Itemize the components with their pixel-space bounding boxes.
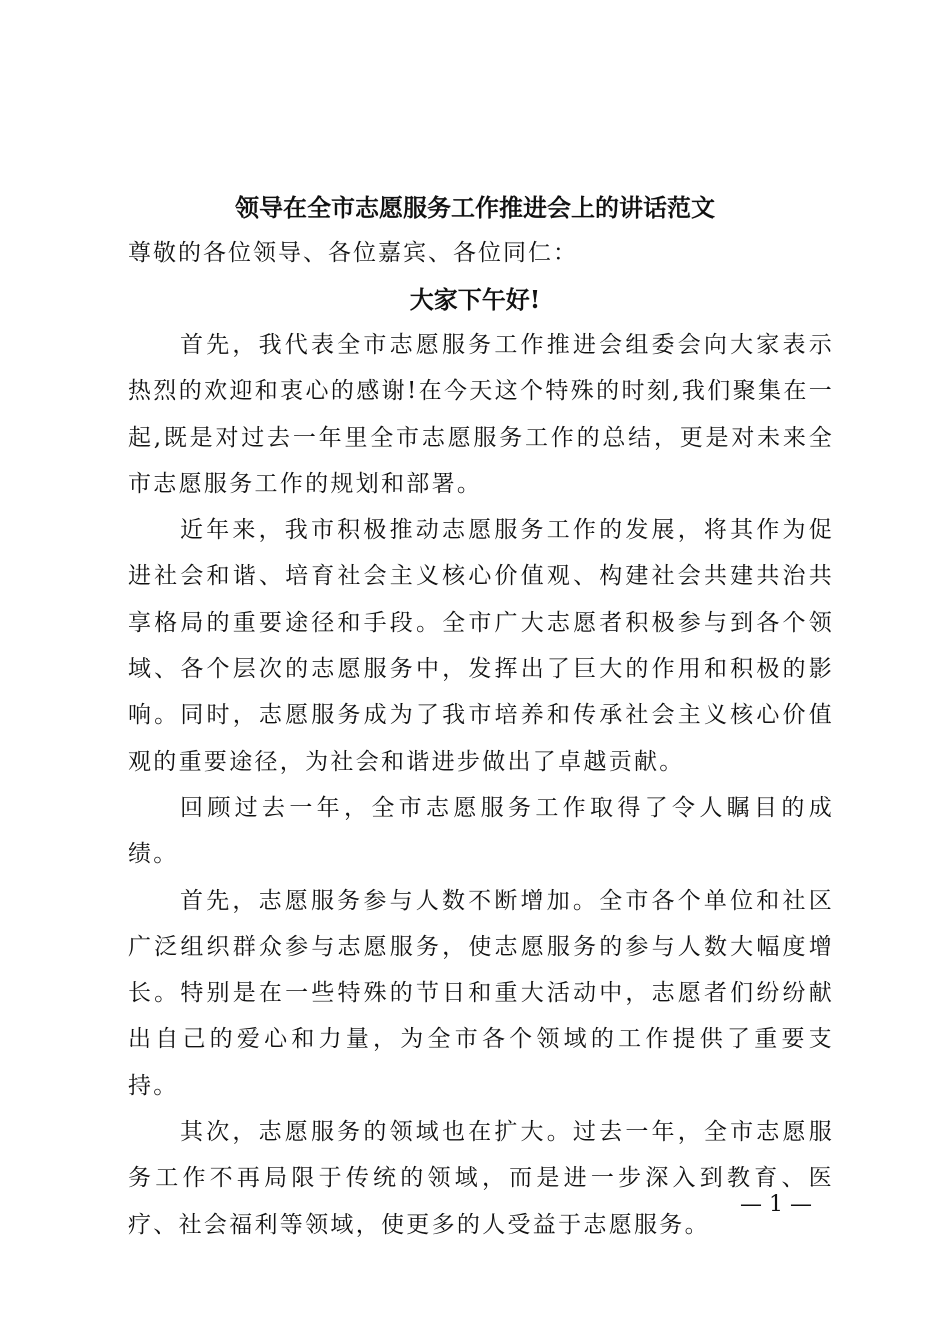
document-body <box>128 322 834 1248</box>
paragraph-participation: 首先，志愿服务参与人数不断增加。全市各个单位和社区广泛组织群众参与志愿服务，使志愿服务的参与人数大幅度增长。特别是在一些特殊的节日和重大活动中，志愿者们纷纷献出自己的爱心和力量，为全市各个领域的工作提供了重要支持。 <box>128 887 834 1099</box>
document-title: 领导在全市志愿服务工作推进会上的讲话范文 <box>235 193 715 222</box>
salutation: 尊敬的各位领导、各位嘉宾、各位同仁： <box>128 240 578 266</box>
paragraph-fields: 其次，志愿服务的领域也在扩大。过去一年，全市志愿服务工作不再局限于传统的领域，而是进一步深入到教育、医疗、社会福利等领域，使更多的人受益于志愿服务。 <box>128 1119 834 1238</box>
greeting: 大家下午好! <box>409 285 541 314</box>
paragraph-review: 回顾过去一年，全市志愿服务工作取得了令人瞩目的成绩。 <box>128 794 834 868</box>
paragraph-opening: 首先，我代表全市志愿服务工作推进会组委会向大家表示热烈的欢迎和衷心的感谢!在今天这个特殊的时刻,我们聚集在一起,既是对过去一年里全市志愿服务工作的总结，更是对未来全市志愿服务工作的规划和部署。 <box>128 332 834 497</box>
paragraph-background: 近年来，我市积极推动志愿服务工作的发展，将其作为促进社会和谐、培育社会主义核心价值观、构建社会共建共治共享格局的重要途径和手段。全市广大志愿者积极参与到各个领域、各个层次的志愿服务中，发挥出了巨大的作用和积极的影响。同时，志愿服务成为了我市培养和传承社会主义核心价值观的重要途径，为社会和谐进步做出了卓越贡献。 <box>128 517 834 775</box>
page-number: — 1 — <box>740 1192 812 1217</box>
